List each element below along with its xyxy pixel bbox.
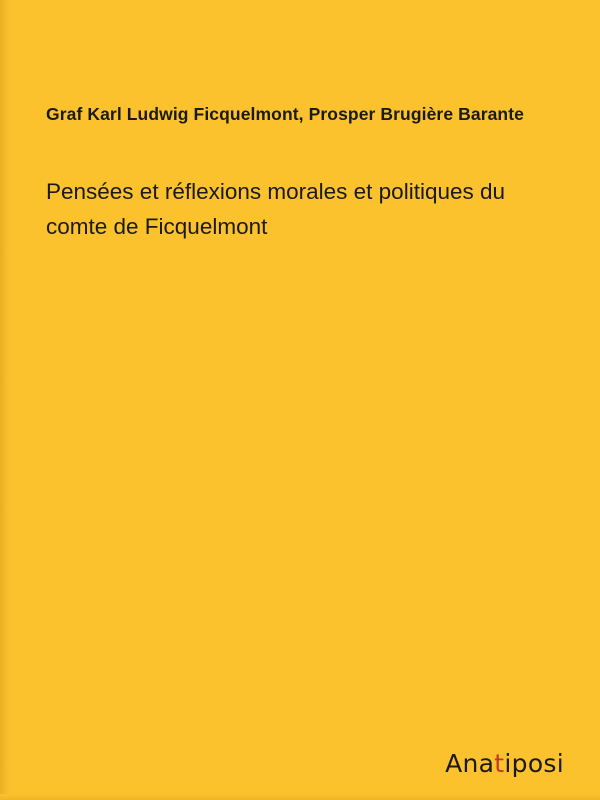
author-names: Graf Karl Ludwig Ficquelmont, Prosper Brugière Barante [46, 104, 524, 124]
cover-bottom-edge [0, 794, 600, 800]
publisher-name-accent: t [494, 749, 505, 778]
cover-spine-shading [0, 0, 10, 800]
book-title: Pensées et réflexions morales et politiques du comte de Ficquelmont [46, 179, 506, 239]
publisher-name-prefix: Ana [445, 749, 495, 778]
publisher-name-suffix: iposi [504, 749, 564, 778]
publisher-logo [445, 749, 564, 778]
